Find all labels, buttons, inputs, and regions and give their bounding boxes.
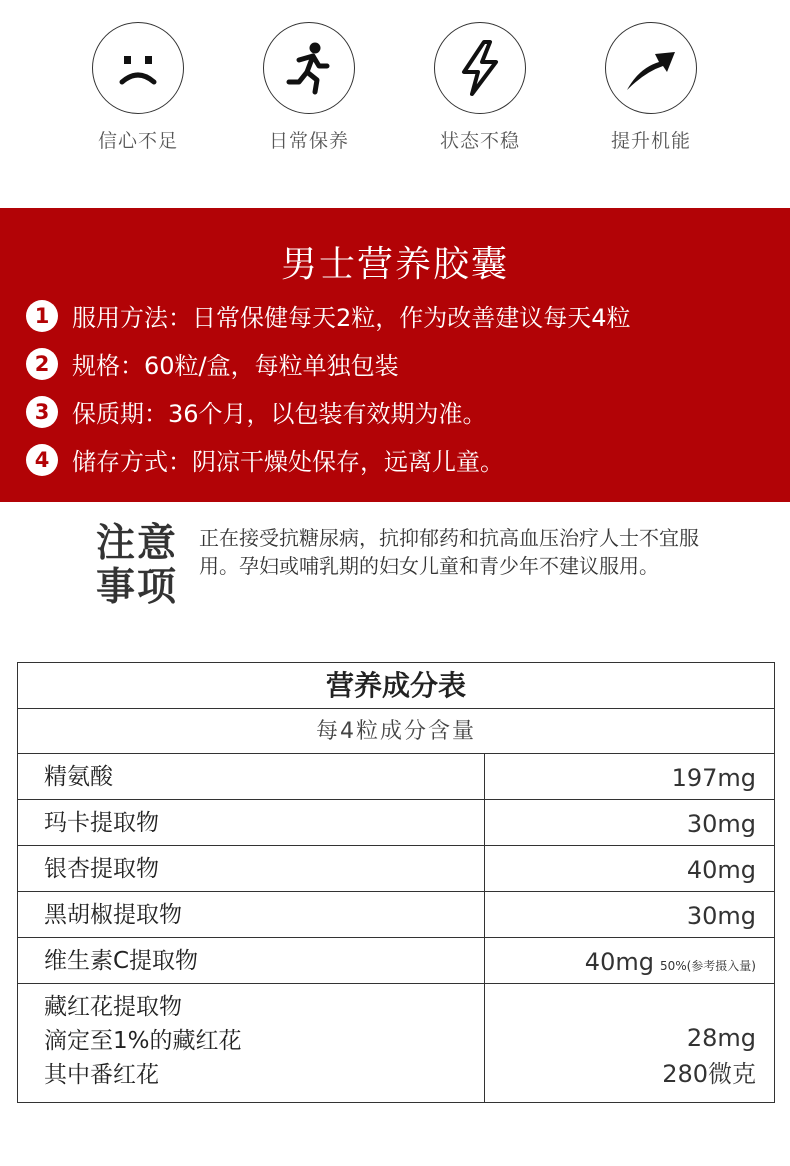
table-subtitle: 每4粒成分含量 xyxy=(18,709,774,754)
spec-usage xyxy=(26,298,631,333)
ingredient-name: 黑胡椒提取物 xyxy=(18,892,485,937)
table-row xyxy=(18,800,774,846)
table-row xyxy=(18,892,774,938)
product-title: 男士营养胶囊 xyxy=(280,244,509,285)
sad-face-icon xyxy=(92,22,184,114)
ingredient-amount: 30mg xyxy=(686,902,756,930)
spec-text: 储存方式：阴凉干燥处保存，远离儿童。 xyxy=(72,448,504,476)
table-title: 营养成分表 xyxy=(18,663,774,709)
table-row xyxy=(18,938,774,984)
nutrition-table xyxy=(17,662,775,1103)
spec-shelf-life xyxy=(26,394,487,429)
number-badge: 3 xyxy=(26,396,58,428)
lightning-icon xyxy=(434,22,526,114)
reference-intake-note: 50%(参考摄入量) xyxy=(659,959,756,973)
ingredient-amount: 30mg xyxy=(686,810,756,838)
ingredient-amount-line: 28mg xyxy=(686,1024,756,1052)
icon-label: 日常保养 xyxy=(268,130,349,152)
ingredient-name: 玛卡提取物 xyxy=(18,800,485,845)
ingredient-name: 维生素C提取物 xyxy=(18,938,485,983)
benefit-icon-row xyxy=(0,22,790,162)
spec-text: 规格：60粒/盒，每粒单独包装 xyxy=(72,352,399,380)
icon-item-maintenance xyxy=(234,22,384,153)
notice-text: 正在接受抗糖尿病，抗抑郁药和抗高血压治疗人士不宜服用。孕妇或哺乳期的妇女儿童和青少年不建议服用。 xyxy=(199,526,699,578)
ingredient-name: 精氨酸 xyxy=(18,754,485,799)
icon-item-confidence xyxy=(63,22,213,153)
running-man-icon xyxy=(263,22,355,114)
icon-label: 提升机能 xyxy=(610,130,691,152)
number-badge: 2 xyxy=(26,348,58,380)
ingredient-name: 银杏提取物 xyxy=(18,846,485,891)
table-row xyxy=(18,984,774,1102)
ingredient-amount: 40mg xyxy=(686,856,756,884)
notice-heading-line: 注意 xyxy=(96,521,179,566)
table-row xyxy=(18,754,774,800)
ingredient-amount-line: 280微克 xyxy=(662,1060,756,1088)
notice-heading-line: 事项 xyxy=(96,565,179,610)
notice-heading xyxy=(96,522,186,610)
ingredient-name-line: 滴定至1%的藏红花 xyxy=(44,1028,242,1054)
spec-text: 保质期：36个月，以包装有效期为准。 xyxy=(72,400,487,428)
product-info-band xyxy=(0,208,790,502)
ingredient-name-line: 其中番红花 xyxy=(44,1062,159,1088)
ingredient-amount-cell xyxy=(485,938,774,983)
spec-storage xyxy=(26,442,504,477)
ingredient-amount-multiline xyxy=(485,984,774,1102)
ingredient-amount: 197mg xyxy=(671,764,756,792)
notice-section xyxy=(96,522,716,612)
ingredient-name-line: 藏红花提取物 xyxy=(44,994,182,1020)
icon-item-boost xyxy=(576,22,726,153)
icon-label: 状态不稳 xyxy=(439,130,520,152)
table-row xyxy=(18,846,774,892)
spec-size xyxy=(26,346,399,381)
number-badge: 1 xyxy=(26,300,58,332)
up-arrow-icon xyxy=(605,22,697,114)
number-badge: 4 xyxy=(26,444,58,476)
spec-text: 服用方法：日常保健每天2粒，作为改善建议每天4粒 xyxy=(72,304,631,332)
ingredient-name-multiline xyxy=(18,984,485,1102)
icon-item-unstable xyxy=(405,22,555,153)
ingredient-amount: 40mg xyxy=(584,948,654,976)
icon-label: 信心不足 xyxy=(97,130,178,152)
